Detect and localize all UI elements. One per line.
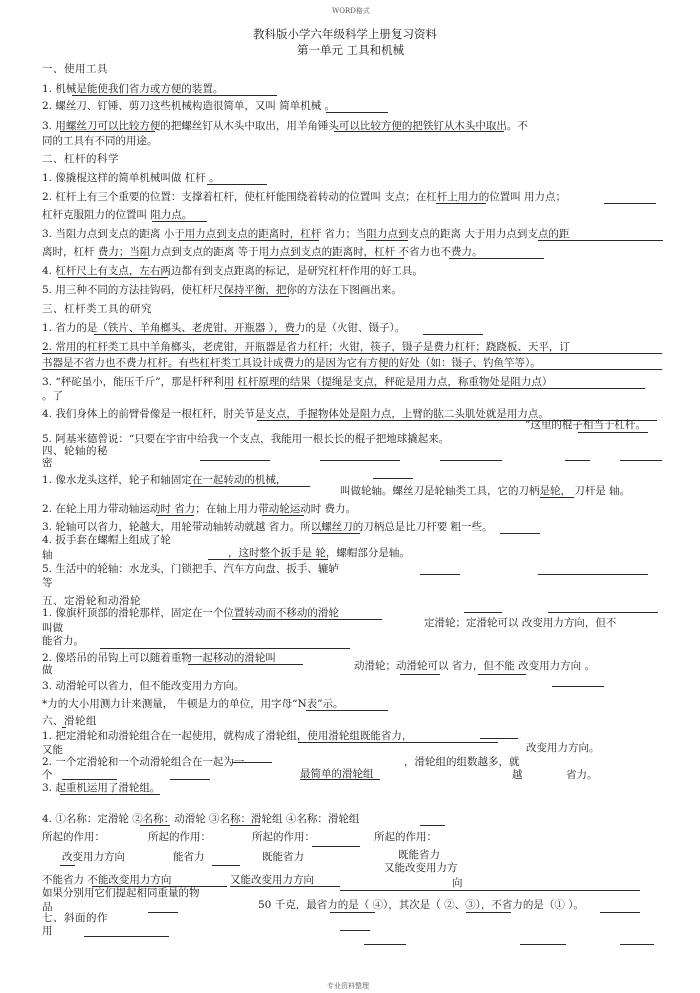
answer-underline [152, 221, 207, 222]
text-line: 2. 杠杆上有三个重要的位置：支撑着杠杆，使杠杆能围绕着转动的位置叫 支点；在杠杆上用力的位置叫 用力点； [42, 191, 567, 203]
text-line: 3. 用螺丝刀可以比较方便的把螺丝钉从木头中取出，用羊角锤头可以比较方便的把铁钉从木头中取出。不 [42, 120, 528, 132]
section-heading: 六、滑轮组 [42, 715, 97, 727]
text-line: 5. 生活中的轮轴：水龙头，门锁把手、汽车方向盘、扳手、辘轳 [42, 563, 339, 575]
text-line: 密 [42, 457, 53, 469]
answer-underline [300, 779, 380, 780]
answer-underline [330, 912, 375, 913]
answer-underline [464, 612, 502, 613]
text-line: 等 [42, 577, 53, 589]
section-heading: 一、使用工具 [42, 63, 108, 75]
answer-underline [578, 432, 648, 433]
text-line: 2. 像塔吊的吊钩上可以随着重物一起移动的滑轮叫 [42, 652, 276, 664]
answer-underline [60, 794, 160, 795]
answer-underline [230, 825, 260, 826]
text-line: 又能改变用力方向 [230, 874, 314, 886]
answer-underline [100, 648, 350, 649]
text-line: 又能 [42, 744, 63, 756]
text-line: 越 [512, 769, 523, 781]
answer-underline [620, 944, 654, 945]
text-line: 3. 当阻力点到支点的距离 小于用力点到支点的距离时，杠杆 省力；当阻力点到支点的距离 大于用力点到支点的距 [42, 228, 570, 240]
text-line: 。了 [42, 390, 63, 402]
text-line: 改变用力方向 [62, 851, 125, 863]
text-line: 1. 机械是能使我们省力或方便的装置。 [42, 83, 224, 95]
text-line: 既能省力 [262, 851, 304, 863]
answer-underline [264, 258, 404, 259]
text-line: 品 [42, 901, 53, 913]
text-line: 动滑轮；动滑轮可以 省力，但不能 改变用力方向 。 [354, 660, 596, 672]
text-line: 轴 [42, 549, 53, 561]
answer-underline [449, 258, 544, 259]
section-heading: 三、杠杆类工具的研究 [42, 303, 152, 315]
answer-underline [219, 296, 289, 297]
answer-underline [232, 619, 382, 620]
text-line: 4. 杠杆尺上有支点，左右两边都有到支点距离的标记，是研究杠杆作用的好工具。 [42, 265, 423, 277]
answer-underline [257, 420, 657, 421]
text-line: 3. 动滑轮可以省力，但不能改变用力方向。 [42, 680, 245, 692]
text-line: ，滑轮组的组数越多，就 [404, 756, 520, 768]
answer-underline [340, 930, 370, 931]
document-title: 教科版小学六年级科学上册复习资料 [253, 27, 437, 41]
answer-underline [60, 865, 75, 866]
text-line: 最简单的滑轮组 [300, 768, 374, 780]
text-line: 个 [42, 769, 53, 781]
answer-underline [620, 460, 662, 461]
answer-underline [466, 912, 511, 913]
text-line: *力的大小用测力计来测量， 牛顿是力的单位，用字母“N表”示。 [42, 698, 344, 710]
text-line: 4. 我们身体上的前臂骨像是一根杠杆，肘关节是支点，手握物体处是阻力点，上臂的肱二头肌处就是用力点。 [42, 408, 549, 420]
answer-underline [298, 742, 498, 743]
answer-underline [436, 203, 486, 204]
answer-underline [538, 240, 663, 241]
answer-underline [600, 912, 640, 913]
answer-underline [334, 131, 504, 132]
answer-underline [326, 112, 388, 113]
answer-underline [500, 533, 540, 534]
section-heading: 七、斜面的作 [42, 912, 108, 924]
answer-underline [420, 574, 460, 575]
text-line: 既能省力 [398, 849, 440, 861]
answer-underline [148, 912, 178, 913]
answer-underline [364, 944, 406, 945]
answer-underline [552, 686, 604, 687]
text-line: 3. 起重机运用了滑轮组。 [42, 782, 161, 794]
text-line: 所起的作用： [42, 831, 105, 843]
text-line: 做 [42, 664, 53, 676]
text-line: 2. 在轮上用力带动轴运动时 省力；在轴上用力带动轮运动时 费力。 [42, 503, 357, 515]
answer-underline [225, 388, 645, 389]
text-line: 3. 轮轴可以省力，轮越大，用轮带动轴转动就越 省力。所以螺丝刀的刀柄总是比刀杆要 粗一些。 [42, 521, 493, 533]
text-line: 向 [452, 877, 463, 889]
text-line: 叫做 [42, 622, 63, 634]
answer-underline [440, 460, 502, 461]
answer-underline [58, 277, 168, 278]
answer-underline [188, 664, 303, 665]
text-line: 5. 阿基米德曾说：“只要在宇宙中给我一个支点，我能用一根长长的棍子把地球撬起来。 [42, 433, 450, 445]
answer-underline [170, 779, 210, 780]
text-line: 又能改变用力方 [384, 862, 458, 874]
answer-underline [262, 515, 304, 516]
answer-underline [538, 574, 648, 575]
text-line: 能省力。 [42, 635, 84, 647]
answer-underline [340, 890, 640, 891]
answer-underline [208, 559, 328, 560]
text-line: 改变用力方向。 [526, 742, 600, 754]
text-line: 1. 像水龙头这样，轮子和轴固定在一起转动的机械， [42, 474, 287, 486]
text-line: 用 [42, 925, 53, 937]
answer-underline [400, 674, 440, 675]
answer-underline [94, 334, 299, 335]
footer-tag: 专业资料整理 [327, 982, 369, 990]
text-line: 2. 螺丝刀、钉锤、剪刀这些机械构造很简单，又叫 简单机械 。 [42, 100, 336, 112]
text-line: 定滑轮；定滑轮可以 改变用力方向，但不 [424, 617, 617, 629]
text-line: 所起的作用： [148, 831, 211, 843]
answer-underline [366, 240, 408, 241]
text-line: 2. 常用的杠杆类工具中羊角榔头，老虎钳，开瓶器是省力杠杆；火钳，筷子，镊子是费力杠杆；跷跷板、天平，订 [42, 341, 570, 353]
answer-underline [480, 738, 518, 739]
text-line: 杠杆克服阻力的位置叫 阻力点。 [42, 209, 193, 221]
answer-underline [156, 515, 194, 516]
answer-underline [604, 203, 656, 204]
answer-underline [42, 353, 662, 354]
unit-title: 第一单元 工具和机械 [297, 43, 405, 57]
text-line: 如果分别用它们提起相同重量的物 [42, 887, 200, 899]
text-line: 3. “秤砣虽小，能压千斤”，那是杆秤利用 杠杆原理的结果（提绳是支点，秤砣是用力点，称重物处是阻力点） [42, 376, 553, 388]
answer-underline [232, 762, 272, 763]
answer-underline [306, 710, 388, 711]
text-line: 50 千克，最省力的是（ ④），其次是（ ②、③），不省力的是（① ）。 [258, 899, 584, 911]
text-line: 1. 把定滑轮和动滑轮组合在一起使用，就构成了滑轮组，使用滑轮组既能省力， [42, 730, 413, 742]
text-line: 所起的作用： [252, 831, 315, 843]
answer-underline [72, 95, 277, 96]
section-heading: 二、杠杆的科学 [42, 153, 119, 165]
answer-underline [207, 184, 267, 185]
answer-underline [60, 131, 155, 132]
answer-underline [140, 825, 170, 826]
text-line: 4. ①名称：定滑轮 ②名称：动滑轮 ③名称：滑轮组 ④名称：滑轮组 [42, 813, 360, 825]
text-line: 5. 用三种不同的方法挂钩码，使杠杆尺保持平衡，把你的方法在下图画出来。 [42, 284, 402, 296]
text-line: 离时，杠杆 费力；当阻力点到支点的距离 等于用力点到支点的距离时，杠杆 不省力也不费力。 [42, 246, 483, 258]
answer-underline [540, 497, 574, 498]
text-line: 2. 一个定滑轮和一个动滑轮组合在一起为一 [42, 756, 245, 768]
section-heading: 四、轮轴的秘 [42, 445, 108, 457]
answer-underline [420, 825, 445, 826]
answer-underline [84, 936, 169, 937]
answer-underline [565, 460, 590, 461]
answer-underline [230, 886, 340, 887]
answer-underline [373, 478, 413, 479]
text-line: 能省力 [173, 851, 205, 863]
text-line: 不能省力 不能改变用力方向 [42, 874, 172, 886]
answer-underline [62, 779, 117, 780]
answer-underline [179, 240, 319, 241]
answer-underline [478, 674, 526, 675]
text-line: 1. 像旗杆顶部的滑轮那样，固定在一个位置转动而不移动的滑轮 [42, 607, 339, 619]
answer-underline [320, 460, 400, 461]
text-line: ”这里的棍子相当于杠杆。 [525, 419, 646, 431]
answer-underline [62, 727, 66, 728]
text-line: 所起的作用： [374, 831, 437, 843]
answer-underline [520, 944, 566, 945]
answer-underline [98, 258, 148, 259]
answer-underline [92, 886, 227, 887]
section-heading: 五、定滑轮和动滑轮 [42, 595, 141, 607]
text-line: 书器是不省力也不费力杠杆。有些杠杆类工具设计成费力的是因为它有方便的好处（如：镊子、钓鱼竿等）。 [42, 357, 541, 369]
text-line: 叫做轮轴。螺丝刀是轮轴类工具，它的刀柄是轮， 刀杆是 轴。 [340, 485, 631, 497]
answer-underline [42, 369, 662, 370]
text-line: 1. 省力的是（铁片、羊角榔头、老虎钳、开瓶器 ），费力的是（火钳、镊子）。 [42, 322, 406, 334]
answer-underline [200, 460, 270, 461]
header-tag: WORD格式 [332, 7, 370, 15]
text-line: 4. 扳手套在螺帽上组成了轮 [42, 534, 171, 546]
text-line: ，这时整个扳手是 轮，螺帽部分是轴。 [228, 547, 410, 559]
text-line: 省力。 [566, 769, 598, 781]
answer-underline [212, 865, 240, 866]
text-line: 同的工具有不同的用途。 [42, 135, 158, 147]
answer-underline [548, 612, 658, 613]
answer-underline [312, 846, 360, 847]
answer-underline [312, 533, 360, 534]
answer-underline [190, 486, 310, 487]
text-line: 1. 像撬棍这样的简单机械叫做 杠杆 。 [42, 172, 220, 184]
answer-underline [423, 334, 483, 335]
